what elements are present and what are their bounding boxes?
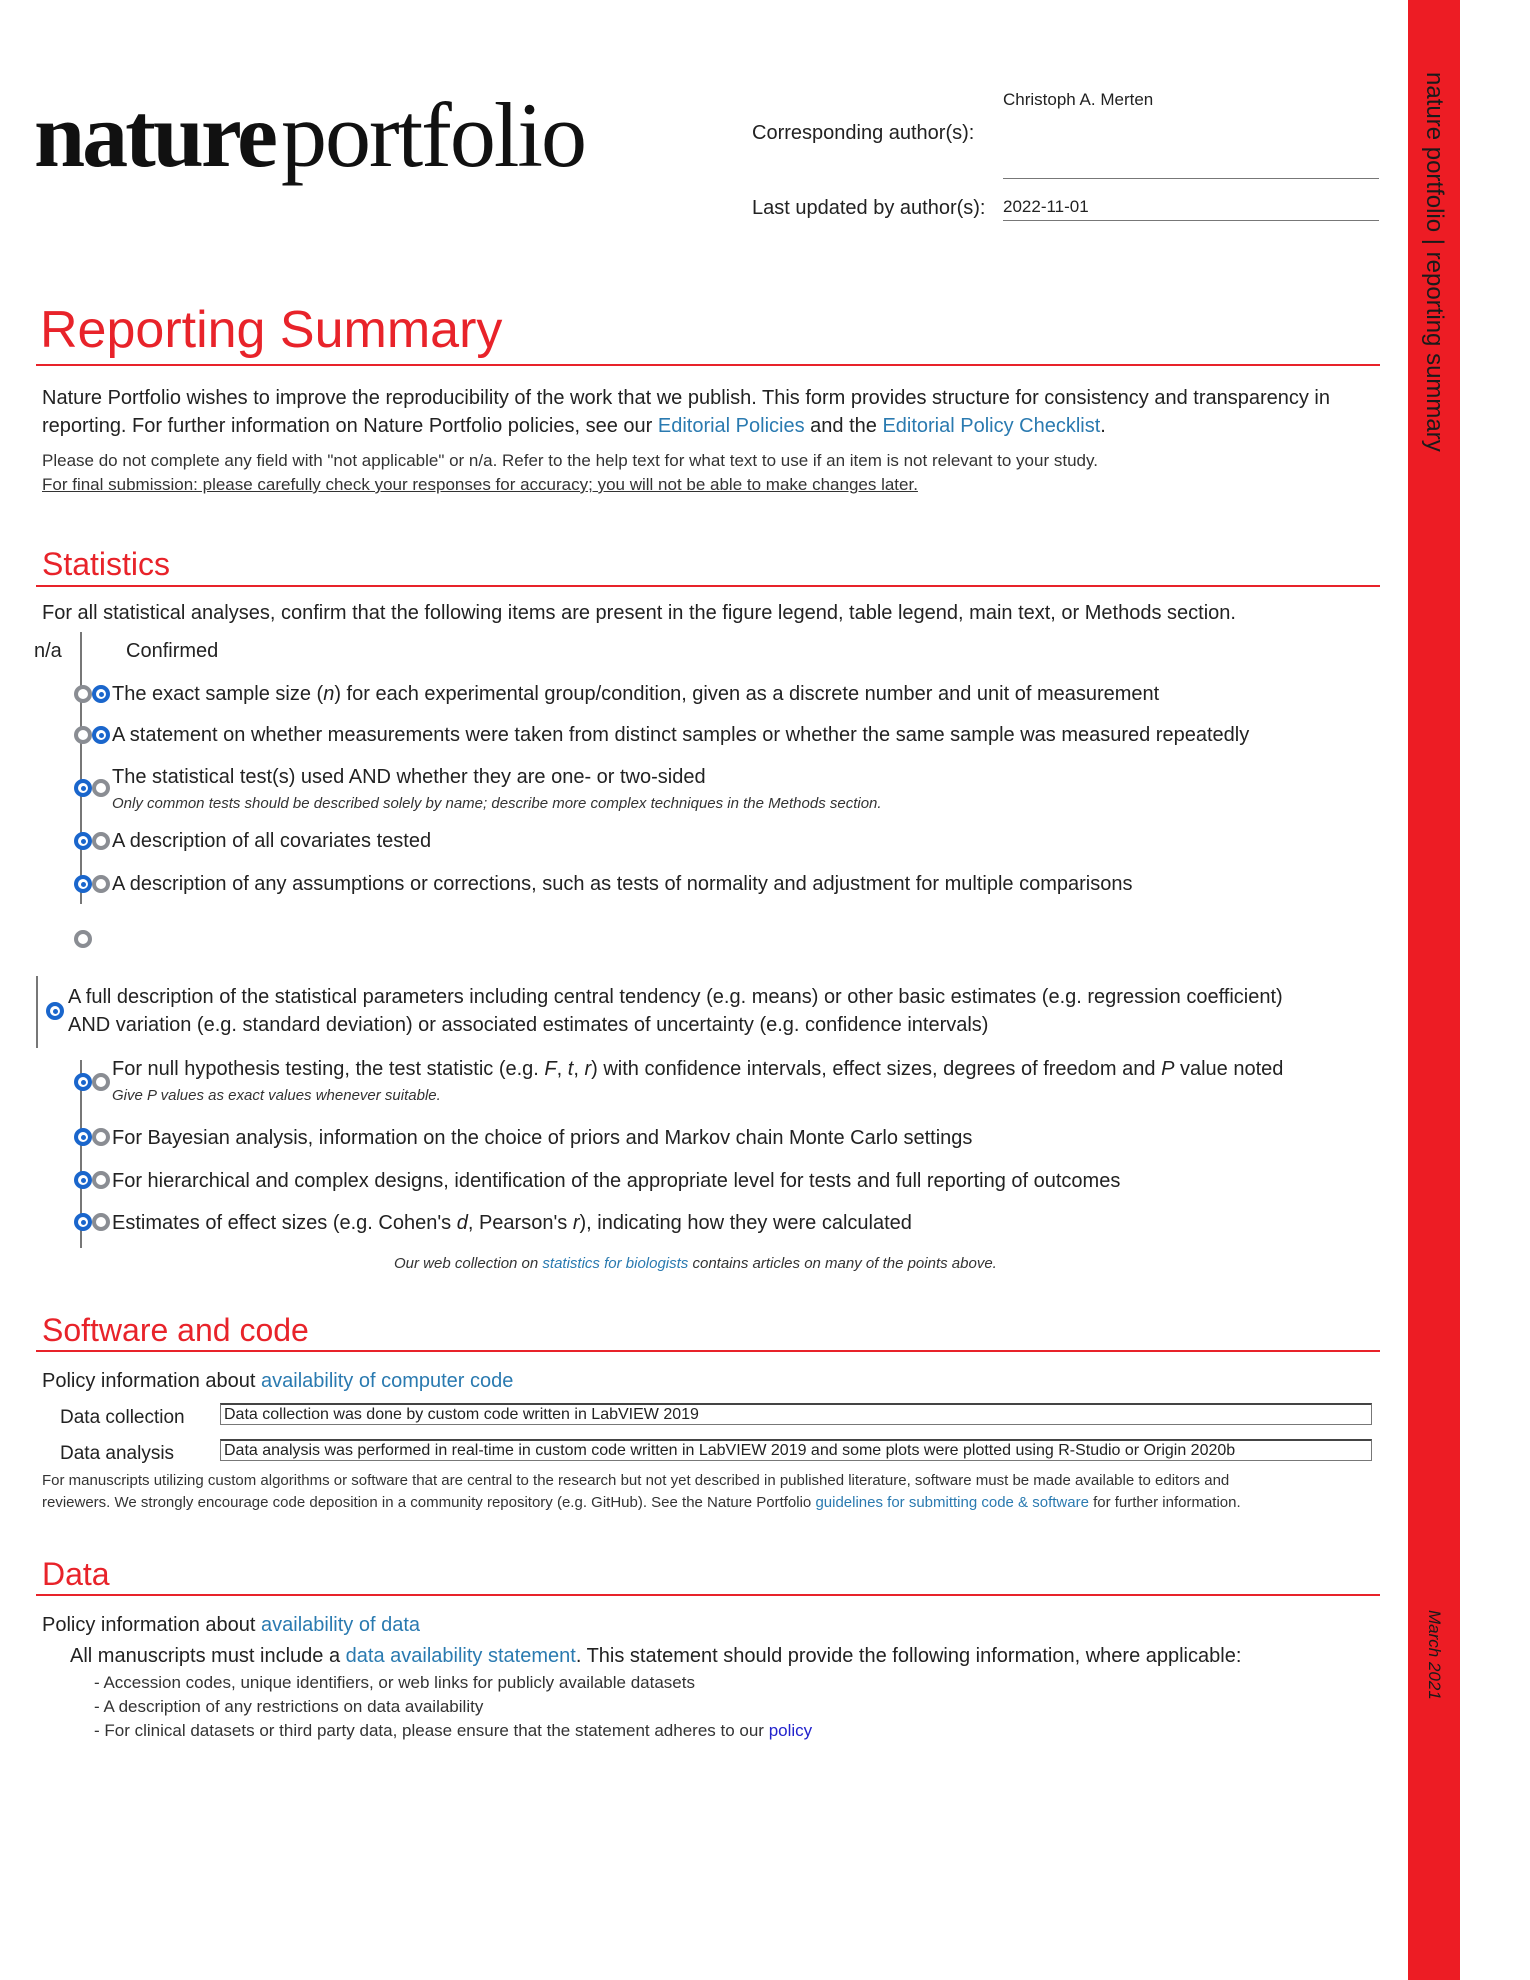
computer-code-link[interactable]: availability of computer code bbox=[261, 1370, 514, 1392]
data-statement-link[interactable]: data availability statement bbox=[345, 1645, 576, 1667]
code-guidelines-link[interactable]: guidelines for submitting code & software bbox=[815, 1494, 1089, 1511]
author-label: Corresponding author(s): bbox=[752, 122, 975, 144]
item1-na-radio[interactable] bbox=[74, 685, 92, 703]
brand-name-bold: nature bbox=[34, 84, 275, 186]
item10-na-radio[interactable] bbox=[74, 1213, 92, 1231]
item10-confirmed-radio[interactable] bbox=[92, 1213, 110, 1231]
statistics-footer: Our web collection on statistics for biologists contains articles on many of the points above. bbox=[394, 1255, 997, 1272]
author-underline bbox=[1003, 178, 1379, 179]
item4-confirmed-radio[interactable] bbox=[92, 832, 110, 850]
col-confirmed-header: Confirmed bbox=[126, 640, 219, 662]
item9-text: For hierarchical and complex designs, identification of the appropriate level for tests and full reporting of outcomes bbox=[112, 1170, 1121, 1192]
software-policy: Policy information about availability of computer code bbox=[42, 1370, 514, 1392]
author-value[interactable]: Christoph A. Merten bbox=[1003, 90, 1154, 109]
item5-na-radio[interactable] bbox=[74, 875, 92, 893]
data-collection-label: Data collection bbox=[60, 1407, 185, 1428]
data-bullet-3: - For clinical datasets or third party data, please ensure that the statement adheres to our policy bbox=[94, 1721, 813, 1740]
data-bullet-2: - A description of any restrictions on data availability bbox=[94, 1697, 484, 1716]
software-heading: Software and code bbox=[42, 1312, 309, 1348]
item9-confirmed-radio[interactable] bbox=[92, 1171, 110, 1189]
brand-name-regular: portfolio bbox=[280, 84, 585, 186]
item2-text: A statement on whether measurements were taken from distinct samples or whether the same sample was measured repeatedly bbox=[112, 724, 1250, 746]
column-divider bbox=[80, 632, 82, 904]
statistics-for-biologists-link[interactable]: statistics for biologists bbox=[542, 1255, 689, 1272]
data-collection-field[interactable]: Data collection was done by custom code written in LabVIEW 2019 bbox=[220, 1403, 1372, 1425]
data-heading: Data bbox=[42, 1556, 110, 1592]
item7-note: Give P values as exact values whenever suitable. bbox=[112, 1087, 441, 1104]
data-bullet-1: - Accession codes, unique identifiers, or web links for publicly available datasets bbox=[94, 1673, 695, 1692]
item3-confirmed-radio[interactable] bbox=[92, 779, 110, 797]
editorial-checklist-link[interactable]: Editorial Policy Checklist bbox=[882, 415, 1101, 437]
item3-note: Only common tests should be described solely by name; describe more complex techniques in the Methods section. bbox=[112, 795, 882, 812]
software-rule bbox=[36, 1350, 1380, 1352]
intro-paragraph: Nature Portfolio wishes to improve the reproducibility of the work that we publish. This form provides structure for consistency and transparency in reporting. For further information on Nature Portfolio policies, see our Editorial Policies and the Editorial Policy Checklist. bbox=[42, 387, 1330, 437]
editorial-policies-link[interactable]: Editorial Policies bbox=[657, 415, 805, 437]
intro-note: Please do not complete any field with "not applicable" or n/a. Refer to the help text for what text to use if an item is not relevant to your study. bbox=[42, 451, 1098, 470]
statistics-instructions: For all statistical analyses, confirm that the following items are present in the figure legend, table legend, main text, or Methods section. bbox=[42, 602, 1236, 624]
data-rule bbox=[36, 1594, 1380, 1596]
sidebar-date: March 2021 bbox=[1425, 1610, 1444, 1700]
data-analysis-field[interactable]: Data analysis was performed in real-time in custom code written in LabVIEW 2019 and some plots were plotted using R-Studio or Origin 2020b bbox=[220, 1439, 1372, 1461]
item6-radio[interactable] bbox=[46, 1002, 64, 1020]
data-availability-link[interactable]: availability of data bbox=[261, 1614, 420, 1636]
item8-text: For Bayesian analysis, information on the choice of priors and Markov chain Monte Carlo settings bbox=[112, 1127, 973, 1149]
item6-line2: AND variation (e.g. standard deviation) or associated estimates of uncertainty (e.g. confidence intervals) bbox=[68, 1014, 989, 1036]
sidebar-title: nature portfolio | reporting summary bbox=[1421, 72, 1448, 452]
column-divider-item6 bbox=[36, 976, 38, 1048]
statistics-rule bbox=[36, 585, 1380, 587]
item2-confirmed-radio[interactable] bbox=[92, 726, 110, 744]
item7-text: For null hypothesis testing, the test statistic (e.g. F, t, r) with confidence intervals, effect sizes, degrees of freedom and P value noted bbox=[112, 1058, 1284, 1080]
item1-confirmed-radio[interactable] bbox=[92, 685, 110, 703]
item10-text: Estimates of effect sizes (e.g. Cohen's d, Pearson's r), indicating how they were calculated bbox=[112, 1212, 912, 1234]
col-na-header: n/a bbox=[34, 640, 62, 662]
updated-underline bbox=[1003, 220, 1379, 221]
updated-value[interactable]: 2022-11-01 bbox=[1003, 197, 1089, 216]
item3-na-radio[interactable] bbox=[74, 779, 92, 797]
item4-text: A description of all covariates tested bbox=[112, 830, 432, 852]
title-rule bbox=[36, 364, 1380, 366]
item7-na-radio[interactable] bbox=[74, 1073, 92, 1091]
updated-label: Last updated by author(s): bbox=[752, 197, 986, 219]
data-policy: Policy information about availability of data bbox=[42, 1614, 420, 1636]
item9-na-radio[interactable] bbox=[74, 1171, 92, 1189]
data-statement: All manuscripts must include a data availability statement. This statement should provide the following information, where applicable: bbox=[70, 1645, 1242, 1667]
item5-confirmed-radio[interactable] bbox=[92, 875, 110, 893]
item6-line1: A full description of the statistical parameters including central tendency (e.g. means) or other basic estimates (e.g. regression coefficient) bbox=[68, 986, 1283, 1008]
statistics-heading: Statistics bbox=[42, 546, 171, 582]
item8-confirmed-radio[interactable] bbox=[92, 1128, 110, 1146]
software-note: For manuscripts utilizing custom algorithms or software that are central to the research but not yet described in published literature, software must be made available to editors and reviewers. We strongly encourage code deposition in a community repository (e.g. GitHub). See the Nature Portfolio guidelines for submitting code & software for further information. bbox=[42, 1472, 1241, 1511]
item5-text: A description of any assumptions or corrections, such as tests of normality and adjustment for multiple comparisons bbox=[112, 873, 1133, 895]
item1-text: The exact sample size (n) for each experimental group/condition, given as a discrete number and unit of measurement bbox=[112, 683, 1160, 705]
page-title: Reporting Summary bbox=[40, 301, 503, 359]
data-analysis-label: Data analysis bbox=[60, 1443, 175, 1464]
item2-na-radio[interactable] bbox=[74, 726, 92, 744]
brand-logo bbox=[34, 82, 585, 188]
item8-na-radio[interactable] bbox=[74, 1128, 92, 1146]
stray-radio[interactable] bbox=[74, 930, 92, 948]
policy-link[interactable]: policy bbox=[768, 1721, 813, 1740]
final-submission-note: For final submission: please carefully check your responses for accuracy; you will not be able to make changes later. bbox=[42, 475, 918, 494]
item4-na-radio[interactable] bbox=[74, 832, 92, 850]
item7-confirmed-radio[interactable] bbox=[92, 1073, 110, 1091]
item3-text: The statistical test(s) used AND whether they are one- or two-sided bbox=[112, 766, 706, 788]
